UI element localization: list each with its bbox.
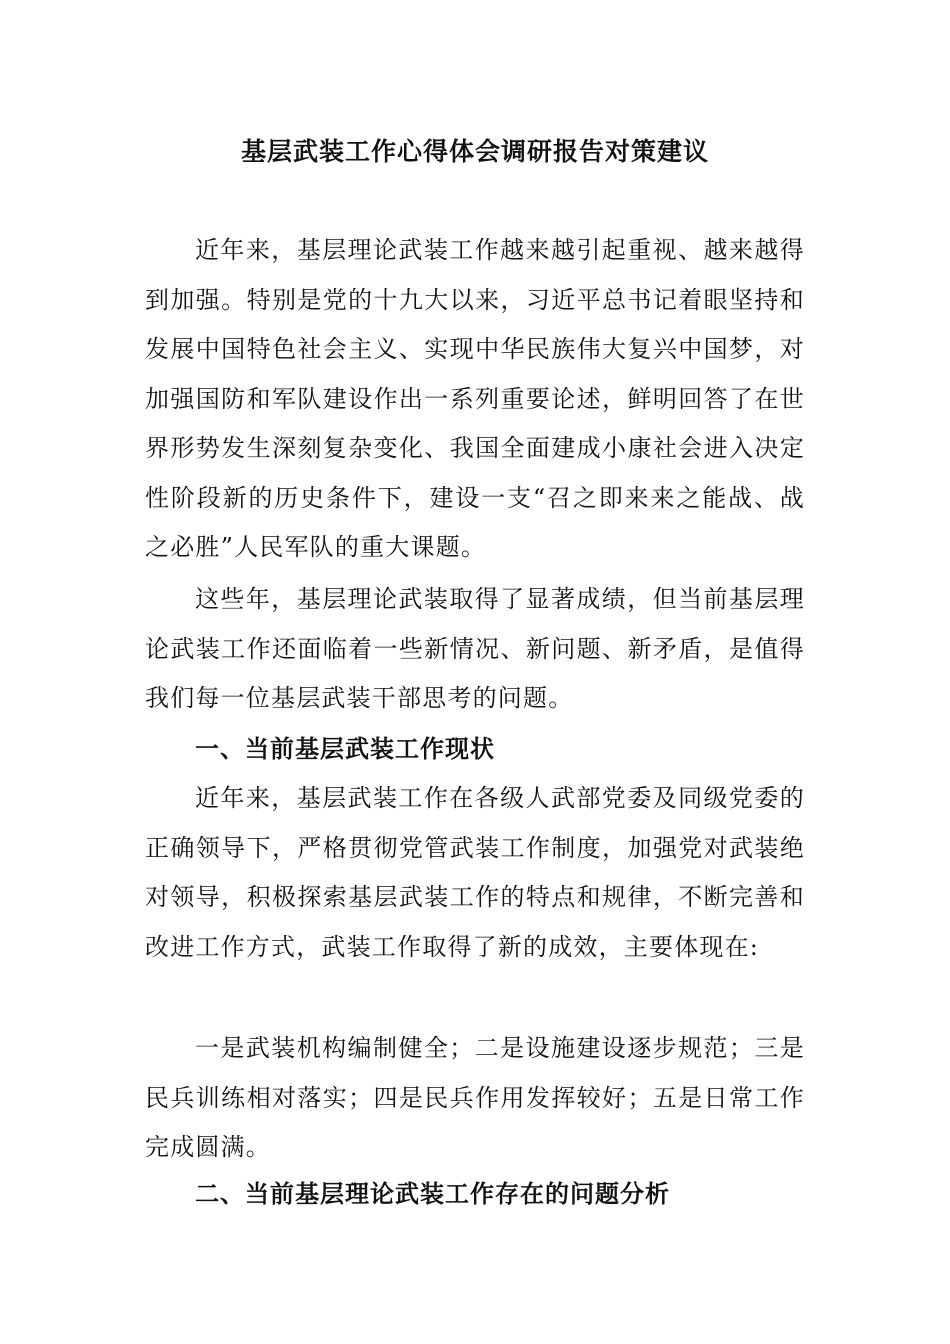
document-title: 基层武装工作心得体会调研报告对策建议 — [240, 137, 709, 166]
body-paragraph: 近年来，基层理论武装工作越来越引起重视、越来越得到加强。特别是党的十九大以来，习近平总书记着眼坚持和发展中国特色社会主义、实现中华民族伟大复兴中国梦，对加强国防和军队建设作出一系列重要论述，鲜明回答了在世界形势发生深刻复杂变化、我国全面建成小康社会进入决定性阶段新的历史条件下，建设一支“召之即来来之能战、战之必胜”人民军队的重大课题。 — [145, 236, 805, 561]
section-heading: 一、当前基层武装工作现状 — [195, 734, 495, 763]
body-paragraph: 这些年，基层理论武装取得了显著成绩，但当前基层理论武装工作还面临着一些新情况、新问题、新矛盾，是值得我们每一位基层武装干部思考的问题。 — [145, 585, 805, 712]
body-paragraph: 一是武装机构编制健全；二是设施建设逐步规范；三是民兵训练相对落实；四是民兵作用发挥较好；五是日常工作完成圆满。 — [145, 1034, 805, 1161]
section-heading: 二、当前基层理论武装工作存在的问题分析 — [195, 1179, 670, 1208]
body-paragraph: 近年来，基层武装工作在各级人武部党委及同级党委的正确领导下，严格贯彻党管武装工作制度，加强党对武装绝对领导，积极探索基层武装工作的特点和规律，不断完善和改进工作方式，武装工作取得了新的成效，主要体现在: — [145, 784, 805, 961]
